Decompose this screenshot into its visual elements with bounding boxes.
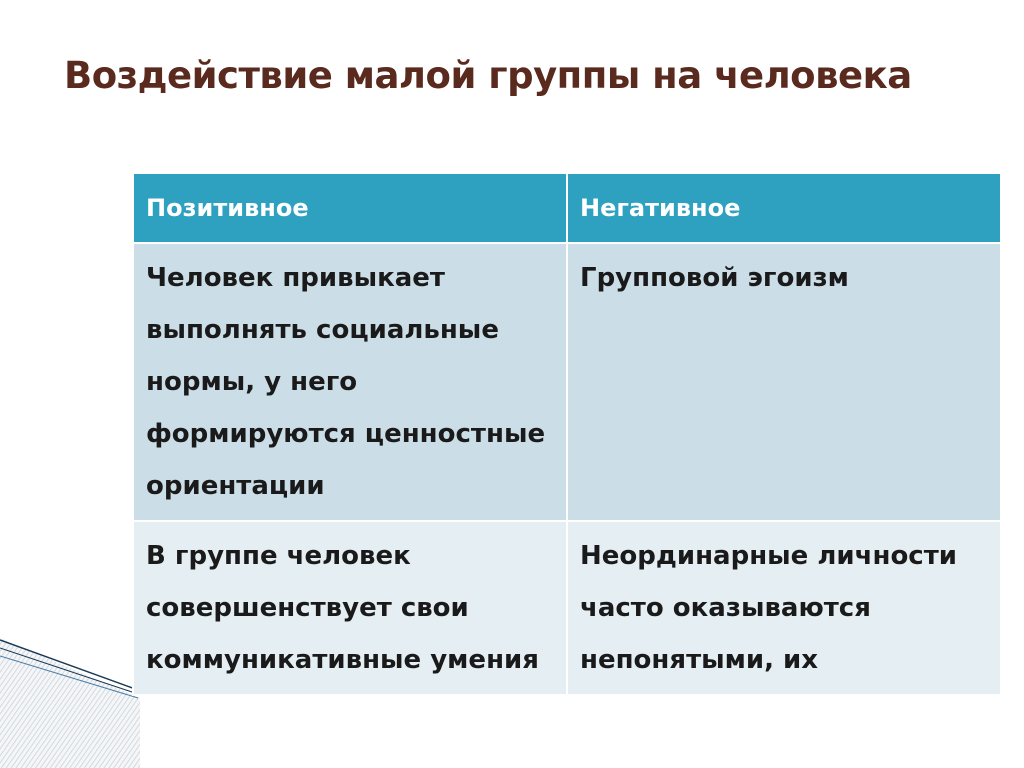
table-row [133,243,1000,521]
negative-cell: Неординарные личности часто оказываются непонятыми, их [567,521,1000,695]
table-row [133,521,1000,695]
positive-cell: В группе человек совершенствует свои коммуникативные умения [133,521,567,695]
positive-cell: Человек привыкает выполнять социальные нормы, у него формируются ценностные ориентации [133,243,567,521]
comparison-table [132,174,1000,696]
table-header-row [133,174,1000,243]
corner-decoration [0,560,140,768]
header-negative: Негативное [567,174,1000,243]
header-positive: Позитивное [133,174,567,243]
negative-cell: Групповой эгоизм [567,243,1000,521]
comparison-table-container [132,174,1000,768]
slide-title: Воздействие малой группы на человека [64,54,912,97]
